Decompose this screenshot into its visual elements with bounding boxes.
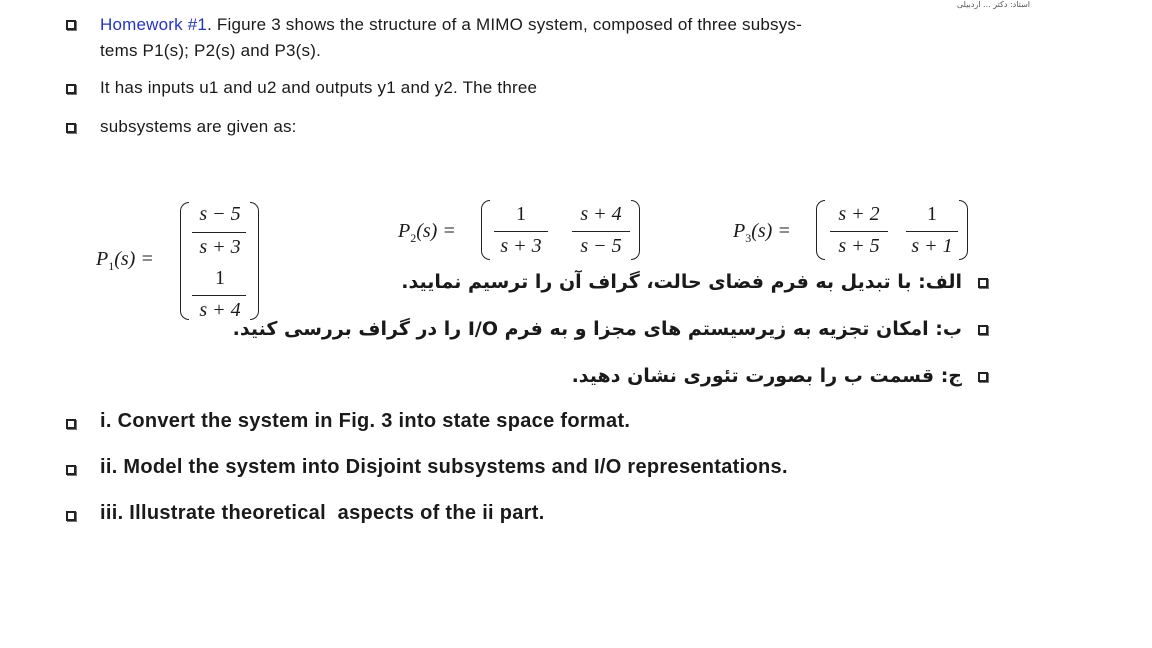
bullet-icon bbox=[66, 20, 76, 30]
p1-b-den: s + 4 bbox=[199, 299, 241, 321]
task-iii: iii. Illustrate theoretical aspects of the ii part. bbox=[100, 502, 545, 524]
p1-b-num: 1 bbox=[215, 267, 225, 289]
p3-a-num: s + 2 bbox=[838, 203, 880, 225]
homework-label: Homework #1 bbox=[100, 15, 208, 34]
p1-a-bar bbox=[192, 232, 246, 233]
bullet-icon bbox=[978, 372, 988, 382]
bullet-icon bbox=[978, 325, 988, 335]
p2-lhs: $P_2(s)$ = bbox=[398, 220, 456, 245]
p1-a-num: s − 5 bbox=[199, 203, 241, 225]
p1-lhs: $P_1(s)$ = bbox=[96, 248, 154, 273]
p2-a-num: 1 bbox=[516, 203, 526, 225]
intro-line-1-cont: tems P1(s); P2(s) and P3(s). bbox=[100, 41, 321, 60]
bullet-icon bbox=[66, 465, 76, 475]
persian-item-a: الف: با تبدیل به فرم فضای حالت، گراف آن را ترسیم نمایید. bbox=[401, 271, 962, 293]
p2-a-bar bbox=[494, 231, 548, 232]
p1-right-paren bbox=[250, 202, 259, 320]
p3-lhs: $P_3(s)$ = bbox=[733, 220, 791, 245]
p3-a-den: s + 5 bbox=[838, 235, 880, 257]
bullet-icon bbox=[66, 511, 76, 521]
task-i: i. Convert the system in Fig. 3 into state space format. bbox=[100, 410, 631, 432]
p2-a-den: s + 3 bbox=[500, 235, 542, 257]
p2-b-den: s − 5 bbox=[580, 235, 622, 257]
p1-a-den: s + 3 bbox=[199, 236, 241, 258]
p3-b-bar bbox=[906, 231, 958, 232]
p3-b-den: s + 1 bbox=[911, 235, 953, 257]
p3-a-bar bbox=[830, 231, 888, 232]
bullet-icon bbox=[978, 278, 988, 288]
p3-b-num: 1 bbox=[927, 203, 937, 225]
p1-left-paren bbox=[180, 202, 189, 320]
p2-right-paren bbox=[631, 200, 640, 260]
intro-line-2: It has inputs u1 and u2 and outputs y1 and y2. The three bbox=[100, 78, 538, 97]
bullet-icon bbox=[66, 419, 76, 429]
p3-left-paren bbox=[816, 200, 825, 260]
intro-line-1 bbox=[100, 15, 802, 35]
persian-item-c: ج: قسمت ب را بصورت تئوری نشان دهید. bbox=[571, 365, 962, 387]
task-ii: ii. Model the system into Disjoint subsystems and I/O representations. bbox=[100, 456, 788, 478]
p2-b-num: s + 4 bbox=[580, 203, 622, 225]
bullet-icon bbox=[66, 123, 76, 133]
persian-item-b: ب: امکان تجزیه به زیرسیستم های مجزا و به فرم I/O را در گراف بررسی کنید. bbox=[232, 318, 962, 340]
p1-b-bar bbox=[192, 295, 246, 296]
p3-right-paren bbox=[959, 200, 968, 260]
intro-line-3: subsystems are given as: bbox=[100, 117, 297, 136]
header-mark: استاد: دکتر ... اردبیلی bbox=[956, 0, 1030, 9]
intro-line-1-text: . Figure 3 shows the structure of a MIMO system, composed of three subsys- bbox=[207, 15, 802, 34]
p2-left-paren bbox=[481, 200, 490, 260]
p2-b-bar bbox=[572, 231, 630, 232]
bullet-icon bbox=[66, 84, 76, 94]
